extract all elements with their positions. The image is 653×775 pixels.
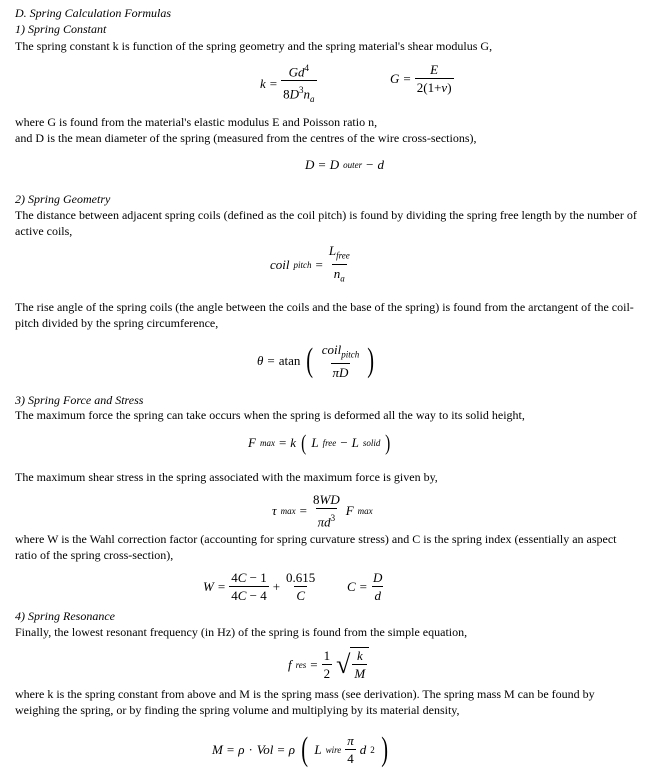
para-D-explanation: and D is the mean diameter of the spring (measured from the centres of the wire cross-sections), xyxy=(15,131,477,145)
equation-M: M = ρ · Vol = ρ ( L wire $\frac{\pi}{4}$ d 2 ) xyxy=(212,731,388,768)
equation-W: W = $\frac{4C - 1}{4C - 4}$ + $\frac{0.615}{C}$ xyxy=(203,570,316,603)
equation-Fmax: F max = k ( L free − L solid ) xyxy=(248,430,391,455)
para-spring-constant-intro: The spring constant k is function of the spring geometry and the spring material's shear modulus G, xyxy=(15,39,493,53)
equation-fres: f res = $\frac{1}{2}$ √ $\frac{k}{M}$ xyxy=(288,647,369,682)
para-wahl-factor: where W is the Wahl correction factor (accounting for spring curvature stress) and C is the spring index (essentially an aspect ratio of the spring cross-section), xyxy=(15,532,617,562)
heading-force-stress: 3) Spring Force and Stress xyxy=(15,393,144,407)
para-max-stress: The maximum shear stress in the spring associated with the maximum force is given by, xyxy=(15,470,438,484)
para-coil-pitch-intro: The distance between adjacent spring coils (defined as the coil pitch) is found by dividing the spring free length by the number of active coils, xyxy=(15,208,637,238)
equation-C: C = $\frac{D}{d}$ xyxy=(347,570,383,603)
equation-tau: τ max = $\frac{8WD}{\pi d^3}$ F max xyxy=(272,492,373,530)
equation-D: D = D outer − d xyxy=(305,157,384,172)
para-rise-angle: The rise angle of the spring coils (the angle between the coils and the base of the spring) is found from the arctangent of the coil-pitch divided by the spring circumference, xyxy=(15,300,634,330)
para-G-explanation: where G is found from the material's elastic modulus E and Poisson ratio n, xyxy=(15,115,378,129)
section-title: D. Spring Calculation Formulas xyxy=(15,6,172,20)
para-max-force: The maximum force the spring can take occurs when the spring is deformed all the way to its solid height, xyxy=(15,408,525,422)
heading-spring-resonance: 4) Spring Resonance xyxy=(15,609,115,623)
heading-spring-constant: 1) Spring Constant xyxy=(15,22,107,36)
equation-k: k = $\frac{Gd^4}{8D^3n_a}$ xyxy=(260,60,317,107)
para-spring-mass: where k is the spring constant from above and M is the spring mass (see derivation). The spring mass M can be found by weighing the spring, or by finding the spring volume and multiplying by its material density, xyxy=(15,687,595,717)
equation-coil-pitch: coil pitch = $\frac{L_{free}}{n_a}$ xyxy=(270,243,352,286)
equation-G: G = $\frac{E}{2(1+\nu)}$ xyxy=(390,62,452,95)
equation-theta: θ = atan ( $\frac{coil_{pitch}}{\pi D}$ ) xyxy=(257,342,375,380)
para-resonance-intro: Finally, the lowest resonant frequency (in Hz) of the spring is found from the simple equation, xyxy=(15,625,468,639)
heading-spring-geometry: 2) Spring Geometry xyxy=(15,192,111,206)
